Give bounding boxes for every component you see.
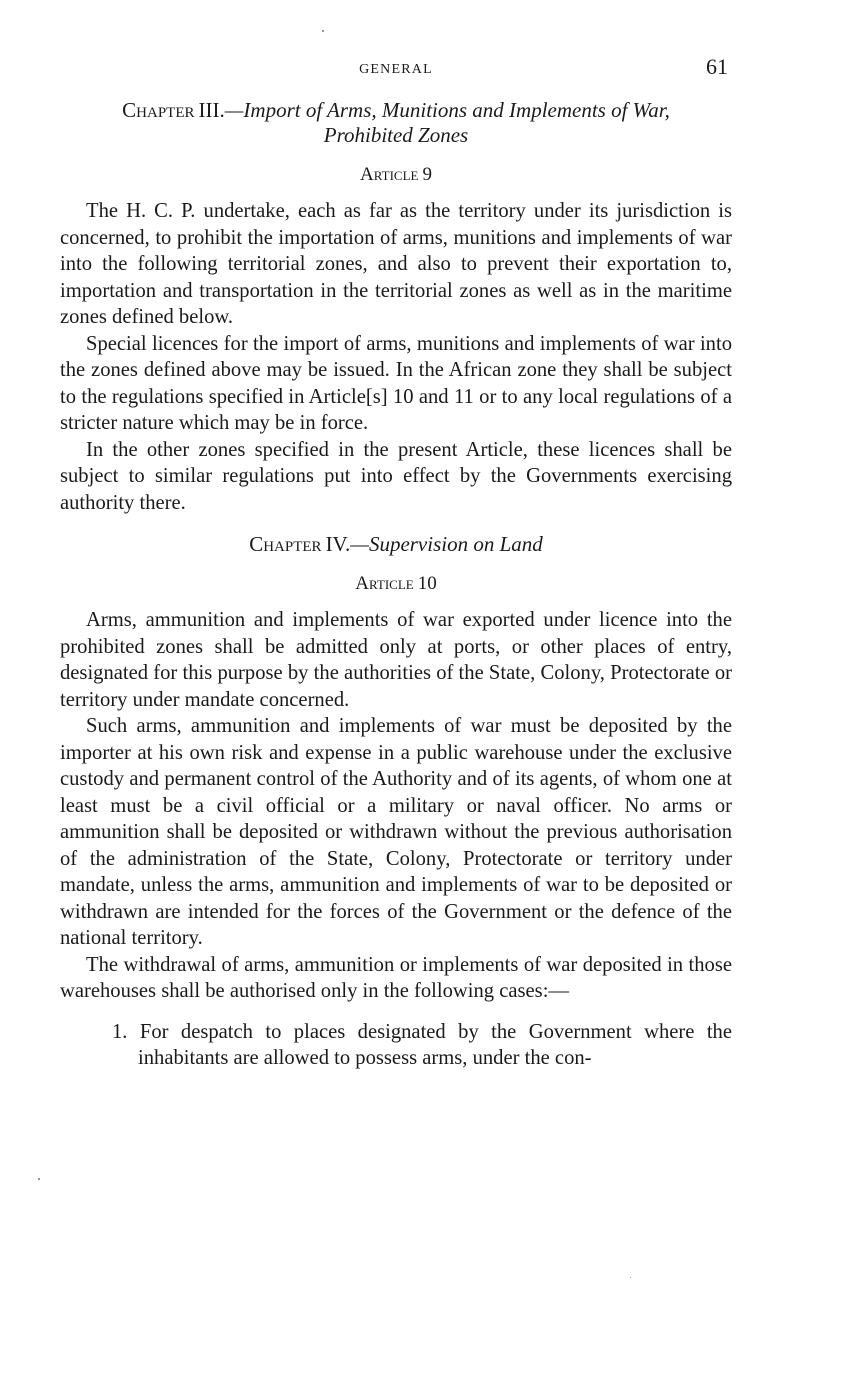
article-9-label: Article <box>360 164 419 185</box>
article-10-paragraph-3: The withdrawal of arms, ammunition or implements of war deposited in those warehouses shall be authorised only in the following cases:— <box>60 953 732 1002</box>
chapter-3-heading-line-1 <box>60 98 732 123</box>
scan-speck <box>322 30 324 32</box>
scan-speck <box>38 1178 40 1180</box>
running-head <box>60 52 732 82</box>
article-10-item-1: 1. For despatch to places designated by the Government where the inhabitants are allowed to possess arms, under the con- <box>112 1020 732 1069</box>
article-10-heading <box>60 573 732 595</box>
document-page <box>60 52 732 1072</box>
chapter-3-title-line-2: Prohibited Zones <box>323 123 469 147</box>
chapter-3-title-line-1: —Import of Arms, Munitions and Implements of War, <box>224 98 670 122</box>
article-10-paragraph-2: Such arms, ammunition and implements of war must be deposited by the importer at his own risk and expense in a public warehouse under the exclusive custody and permanent control of the Authority and of its agents, of whom one at least must be a civil official or a military or naval officer. No arms or ammunition shall be deposited or withdrawn without the previous authorisation of the administration of the State, Colony, Protectorate or territory under mandate, unless the arms, ammunition and implements of war to be deposited or withdrawn are intended for the forces of the Government or the defence of the national territory. <box>60 715 732 949</box>
article-10-label: Article <box>355 573 414 594</box>
scan-speck <box>630 1277 631 1278</box>
article-10-paragraph-1: Arms, ammunition and implements of war exported under licence into the prohibited zones shall be admitted only at ports, or other places of entry, designated for this purpose by the authorities of the State, Colony, Protectorate or territory under mandate concerned. <box>60 609 732 711</box>
article-10-number: 10 <box>417 573 437 594</box>
chapter-3-heading-line-2 <box>60 123 732 148</box>
page-number: 61 <box>706 54 728 79</box>
article-9-paragraph-2: Special licences for the import of arms, munitions and implements of war into the zones defined above may be issued. In the African zone they shall be subject to the regulations specified in Article[s] 10 and 11 or to any local regulations of a stricter nature which may be in force. <box>60 332 732 434</box>
chapter-4-heading <box>60 532 732 557</box>
chapter-3-number: III. <box>198 98 225 122</box>
article-9-number: 9 <box>422 164 432 185</box>
chapter-4-title: —Supervision on Land <box>350 532 543 556</box>
article-9-paragraph-3: In the other zones specified in the present Article, these licences shall be subject to similar regulations put into effect by the Governments exercising authority there. <box>60 438 732 514</box>
chapter-3-heading <box>60 98 732 148</box>
article-9-heading <box>60 164 732 186</box>
chapter-4-number: IV. <box>325 532 351 556</box>
article-9-paragraph-1: The H. C. P. undertake, each as far as the territory under its jurisdiction is concerned, to prohibit the importation of arms, munitions and implements of war into the following territorial zones, and also to prevent their exportation to, importation and transportation in the territorial zones as well as in the maritime zones defined below. <box>60 200 732 328</box>
chapter-3-label: Chapter <box>122 98 195 122</box>
running-title: GENERAL <box>359 62 433 77</box>
chapter-4-label: Chapter <box>249 532 322 556</box>
